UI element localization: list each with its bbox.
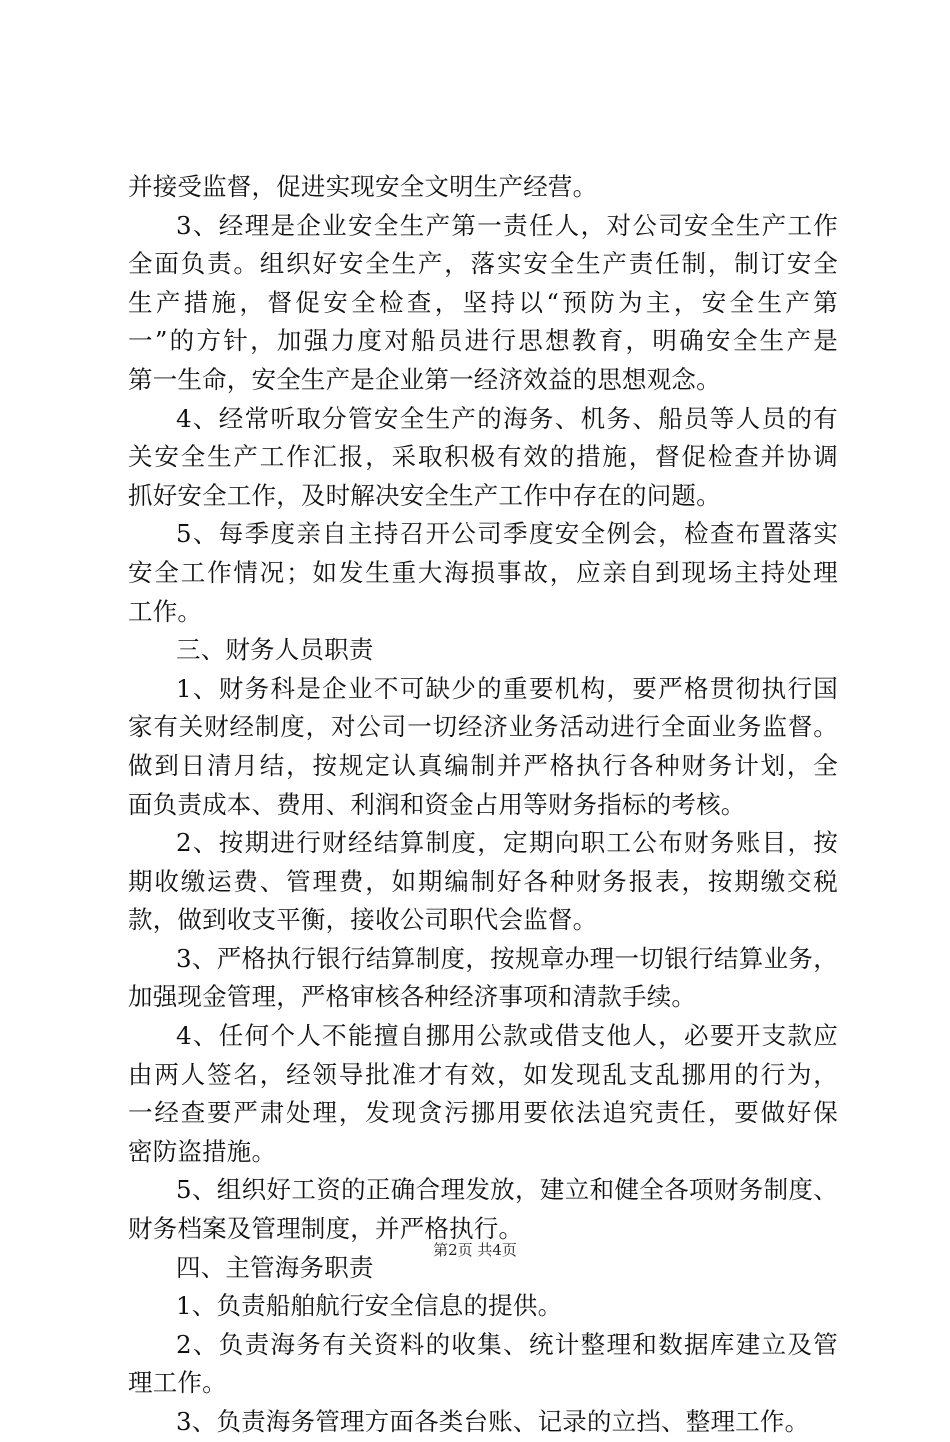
text-line: 财务档案及管理制度，并严格执行。	[128, 1214, 524, 1244]
text-line: 全面负责。组织好安全生产，落实安全生产责任制，制订安全	[128, 249, 838, 279]
text-line: 由两人签名，经领导批准才有效，如发现乱支乱挪用的行为，	[128, 1059, 838, 1089]
text-line: 1、财务科是企业不可缺少的重要机构，要严格贯彻执行国	[176, 673, 838, 703]
text-line: 2、按期进行财经结算制度，定期向职工公布财务账目，按	[176, 828, 838, 858]
section-heading: 四、主管海务职责	[176, 1252, 374, 1282]
text-line: 1、负责船舶航行安全信息的提供。	[176, 1291, 563, 1321]
text-line: 安全工作情况；如发生重大海损事故，应亲自到现场主持处理	[128, 557, 838, 587]
text-line: 家有关财经制度，对公司一切经济业务活动进行全面业务监督。	[128, 712, 838, 742]
text-line: 3、经理是企业安全生产第一责任人，对公司安全生产工作	[176, 210, 838, 240]
text-line: 密防盗措施。	[128, 1136, 277, 1166]
text-line: 期收缴运费、管理费，如期编制好各种财务报表，按期缴交税	[128, 866, 838, 896]
text-line: 理工作。	[128, 1368, 227, 1398]
text-line: 款，做到收支平衡，接收公司职代会监督。	[128, 905, 598, 935]
section-heading: 三、财务人员职责	[176, 635, 374, 665]
text-line: 加强现金管理，严格审核各种经济事项和清款手续。	[128, 982, 697, 1012]
text-line: 5、每季度亲自主持召开公司季度安全例会，检查布置落实	[176, 519, 838, 549]
text-line: 3、负责海务管理方面各类台账、记录的立挡、整理工作。	[176, 1407, 810, 1436]
text-line: 并接受监督，促进实现安全文明生产经营。	[128, 172, 598, 201]
text-line: 2、负责海务有关资料的收集、统计整理和数据库建立及管	[176, 1329, 838, 1359]
text-line: 关安全生产工作汇报，采取积极有效的措施，督促检查并协调	[128, 442, 838, 472]
text-line: 5、组织好工资的正确合理发放，建立和健全各项财务制度、	[176, 1175, 838, 1205]
text-line: 4、任何个人不能擅自挪用公款或借支他人，必要开支款应	[176, 1021, 838, 1051]
text-line: 面负责成本、费用、利润和资金占用等财务指标的考核。	[128, 789, 746, 819]
text-line: 抓好安全工作，及时解决安全生产工作中存在的问题。	[128, 480, 721, 510]
page-number-footer: 第2页 共4页	[433, 1241, 517, 1259]
text-line: 3、严格执行银行结算制度，按规章办理一切银行结算业务，	[176, 943, 838, 973]
text-line: 工作。	[128, 596, 203, 626]
text-line: 做到日清月结，按规定认真编制并严格执行各种财务计划，全	[128, 750, 838, 780]
text-line: 生产措施，督促安全检查，坚持以“预防为主，安全生产第	[128, 287, 838, 317]
text-line: 一”的方针，加强力度对船员进行思想教育，明确安全生产是	[128, 326, 838, 356]
text-line: 4、经常听取分管安全生产的海务、机务、船员等人员的有	[176, 403, 838, 433]
text-line: 一经查要严肃处理，发现贪污挪用要依法追究责任，要做好保	[128, 1098, 838, 1128]
text-line: 第一生命，安全生产是企业第一经济效益的思想观念。	[128, 364, 721, 394]
